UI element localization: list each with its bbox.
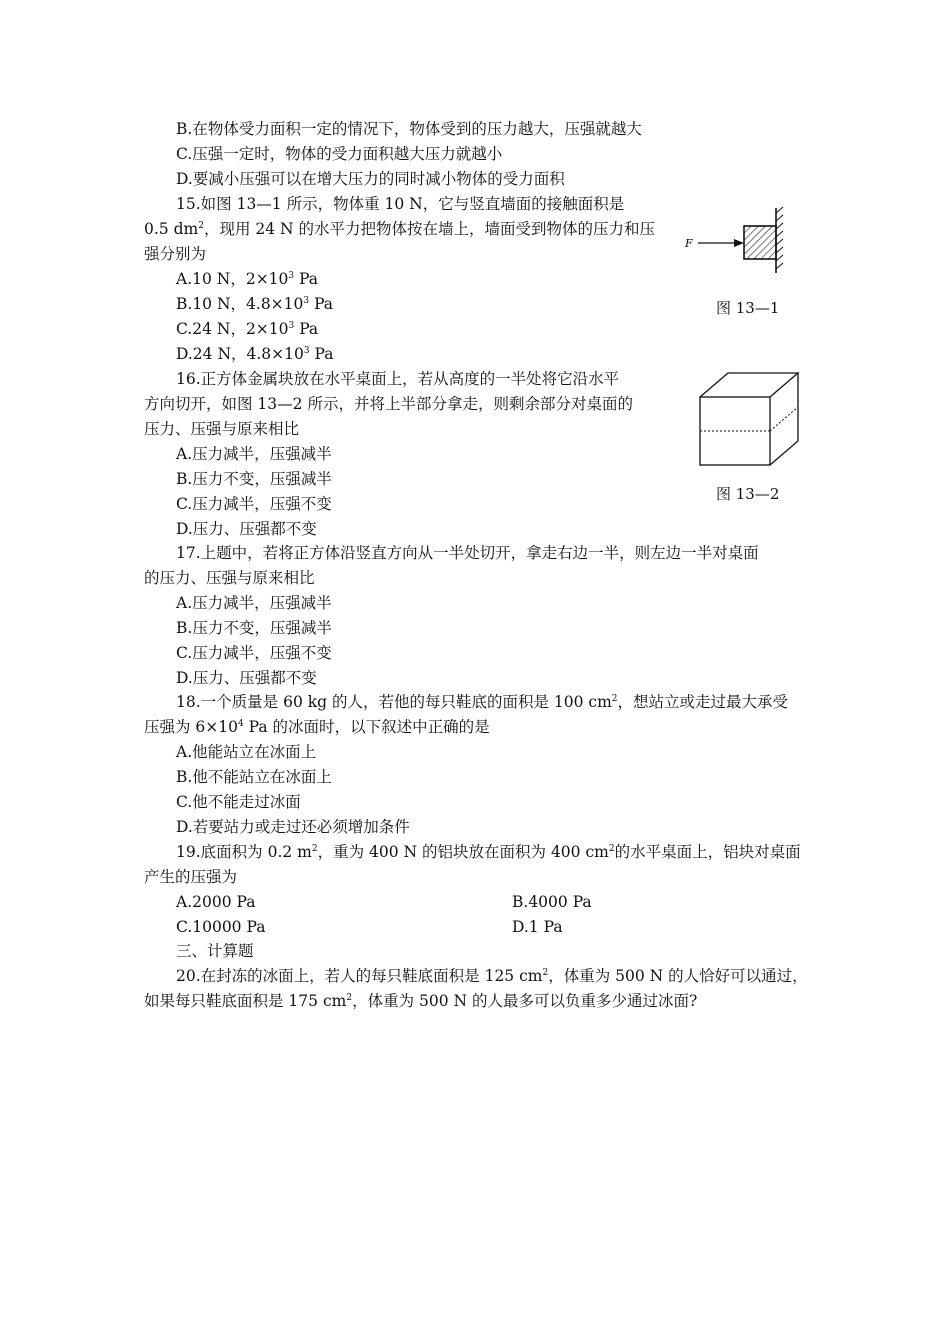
figure-13-1-caption: 图 13—1	[716, 299, 780, 317]
q19-option-b: B.4000 Pa	[512, 893, 592, 911]
force-arrowhead	[734, 239, 744, 247]
q16-option-b: B.压力不变，压强减半	[176, 470, 332, 488]
block	[744, 226, 776, 259]
q16-stem-line1: 16.正方体金属块放在水平桌面上，若从高度的一半处将它沿水平	[176, 370, 620, 388]
q14-option-b: B.在物体受力面积一定的情况下，物体受到的压力越大，压强就越大	[176, 120, 642, 138]
q16-stem-line2: 方向切开，如图 13—2 所示，并将上半部分拿走，则剩余部分对桌面的	[144, 395, 633, 413]
cube-top-face	[700, 373, 798, 397]
section-3-heading: 三、计算题	[176, 942, 254, 960]
q18-stem-line1: 18.一个质量是 60 kg 的人，若他的每只鞋底的面积是 100 $cm^2$，想站立或走过最大承受	[176, 693, 789, 711]
q19-option-d: D.1 Pa	[512, 918, 563, 936]
q18-option-d: D.若要站力或走过还必须增加条件	[176, 818, 410, 836]
q14-option-c: C.压强一定时，物体的受力面积越大压力就越小	[176, 145, 503, 163]
q16-option-a: A.压力减半，压强减半	[176, 445, 332, 463]
cut-line-side	[770, 407, 798, 431]
q19-option-a: A.2000 Pa	[176, 893, 256, 911]
q15-option-b: B.10 N，$4.8\times 10^3$ Pa	[176, 295, 334, 313]
q18-option-b: B.他不能站立在冰面上	[176, 768, 332, 786]
q19-stem-line2: 产生的压强为	[144, 868, 238, 886]
q16-option-d: D.压力、压强都不变	[176, 520, 317, 538]
cube-right-face	[770, 373, 798, 465]
figure-13-2	[695, 370, 805, 470]
q20-stem-line1: 20.在封冻的冰面上，若人的每只鞋底面积是 125 $cm^2$，体重为 500 N 的人恰好可以通过，	[176, 967, 808, 985]
q15-option-a: A.10 N，$2\times 10^3$ Pa	[176, 270, 319, 288]
figure-13-1	[680, 205, 800, 280]
q17-option-d: D.压力、压强都不变	[176, 669, 317, 687]
figure-13-2-caption: 图 13—2	[716, 485, 780, 503]
q14-option-d: D.要减小压强可以在增大压力的同时减小物体的受力面积	[176, 170, 565, 188]
q17-option-a: A.压力减半，压强减半	[176, 594, 332, 612]
q18-option-a: A.他能站立在冰面上	[176, 743, 317, 761]
q17-option-c: C.压力减半，压强不变	[176, 644, 332, 662]
cube-front-face	[700, 397, 770, 465]
q20-stem-line2: 如果每只鞋底面积是 175 $cm^2$，体重为 500 N 的人最多可以负重多少通过冰面?	[144, 992, 698, 1010]
q15-stem-line2: 0.5 $dm^2$，现用 24 N 的水平力把物体按在墙上，墙面受到物体的压力和压	[144, 220, 656, 238]
force-label: F	[685, 237, 693, 250]
q18-stem-line2: 压强为 $6\times 10^4$ Pa 的冰面时，以下叙述中正确的是	[144, 718, 490, 736]
q19-option-c: C.10000 Pa	[176, 918, 266, 936]
wall-hatching	[776, 207, 783, 269]
q17-stem-line2: 的压力、压强与原来相比	[144, 569, 315, 587]
q18-option-c: C.他不能走过冰面	[176, 793, 301, 811]
q17-option-b: B.压力不变，压强减半	[176, 619, 332, 637]
q15-option-c: C.24 N，$2\times 10^3$ Pa	[176, 320, 319, 338]
q16-stem-line3: 压力、压强与原来相比	[144, 420, 300, 438]
q19-stem-line1: 19.底面积为 0.2 $m^2$，重为 400 N 的铝块放在面积为 400 $cm^2$的水平桌面上，铝块对桌面	[176, 843, 801, 861]
q15-stem-line3: 强分别为	[144, 245, 207, 263]
q17-stem-line1: 17.上题中，若将正方体沿竖直方向从一半处切开，拿走右边一半，则左边一半对桌面	[176, 544, 759, 562]
q16-option-c: C.压力减半，压强不变	[176, 495, 332, 513]
q15-stem-line1: 15.如图 13—1 所示，物体重 10 N，它与竖直墙面的接触面积是	[176, 195, 625, 213]
q15-option-d: D.24 N，$4.8\times 10^3$ Pa	[176, 345, 334, 363]
